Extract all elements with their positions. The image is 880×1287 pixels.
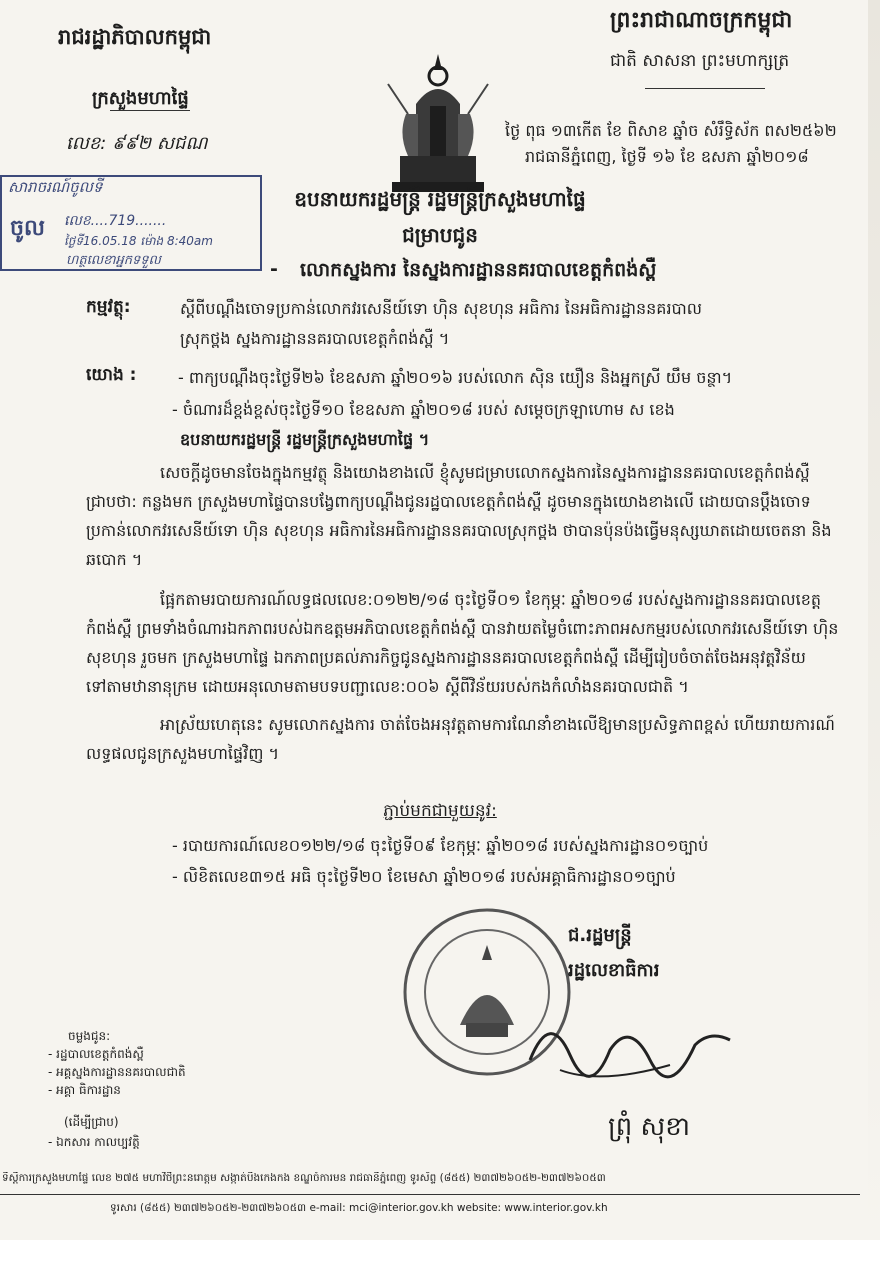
body-paragraph-2: ផ្អែកតាមរបាយការណ៍លទ្ធផលលេខ:០១២២/១៨ ចុះថ្ងៃទី០១ ខែកុម្ភៈ ឆ្នាំ២០១៨ របស់ស្នងការដ្ឋាននគរបាលខេត្តកំពង់ស្ពឺ ព្រមទាំងចំណារឯកភាពរបស់ឯកឧត្តមអភិបាលខេត្តកំពង់ស្ពឺ បានវាយតម្លៃចំពោះភាពអសកម្មរបស់លោកវរសេនីយ៍ទោ ហ៊ិន សុខហុន រួចមក ក្រសួងមហាផ្ទៃ ឯកភាពប្រគល់ភារកិច្ចជូនស្នងការដ្ឋាននគរបាលខេត្តកំពង់ស្ពឺ ដើម្បីរៀបចំចាត់ចែងអនុវត្តវិន័យទៅតាមឋានានុក្រម ដោយអនុលោមតាមបទបញ្ជាលេខ:០០៦ ស្តីពីវិន័យរបស់កងកំលាំងនគរបាលជាតិ ។: [86, 590, 839, 696]
body-paragraph-3: អាស្រ័យហេតុនេះ សូមលោកស្នងការ ចាត់ចែងអនុវត្តតាមការណែនាំខាងលើឱ្យមានប្រសិទ្ធភាពខ្ពស់ ហើយរាយការណ៍លទ្ធផលជូនក្រសួងមហាផ្ទៃវិញ ។: [86, 715, 835, 763]
royal-emblem-icon: [378, 44, 498, 194]
footer-address: ទីស្តីការក្រសួងមហាផ្ទៃ លេខ ២៧៥ មហាវិថីព្រះនរោត្តម សង្កាត់បឹងកេងកង ខណ្ឌចំការមន រាជធានីភ្នំពេញ ទូរស័ព្ទ (៨៥៥) ២៣៧២៦០៥២-២៣៧២៦០៥៣: [2, 1172, 606, 1184]
subject-line-2: ស្រុកថ្ពង ស្នងការដ្ឋាននគរបាលខេត្តកំពង់ស្ពឺ ។: [180, 329, 450, 348]
body-paragraph-1: សេចក្តីដូចមានចែងក្នុងកម្មវត្ថុ និងយោងខាងលើ ខ្ញុំសូមជម្រាបលោកស្នងការនៃស្នងការដ្ឋាននគរបាលខេត្តកំពង់ស្ពឺជ្រាបថា: កន្លងមក ក្រសួងមហាផ្ទៃបានបង្វែពាក្យបណ្តឹងជូនរដ្ឋបាលខេត្តកំពង់ស្ពឺ ដូចមានក្នុងយោងខាងលើ ដោយបានប្តឹងចោទប្រកាន់លោកវរសេនីយ៍ទោ ហ៊ិន សុខហុន អធិការនៃអធិការដ្ឋាននគរបាលស្រុកថ្ពង ថាបានប៉ុនប៉ងធ្វើមនុស្សឃាតដោយចេតនា និងឆបោក ។: [86, 463, 832, 569]
stamp-received-by: ហត្ថលេខាអ្នកទទួល: [66, 253, 161, 268]
footer-divider: [0, 1194, 860, 1195]
recipient-marker: -: [270, 258, 278, 280]
subject-label: កម្មវត្ថុ:: [86, 297, 131, 317]
stamp-title: សារាចរណ៍ចូលទី: [8, 178, 103, 196]
subject-line-1: ស្តីពីបណ្តឹងចោទប្រកាន់លោកវរសេនីយ៍ទោ ហ៊ិន សុខហុន អធិការ នៃអធិការដ្ឋាននគរបាល: [180, 299, 702, 318]
reference-item-2: - ចំណារដ៏ខ្ពង់ខ្ពស់ចុះថ្ងៃទី១០ ខែឧសភា ឆ្នាំ២០១៨ របស់ សម្តេចក្រឡាហោម ស ខេង: [172, 400, 675, 419]
attachment-item-2: - លិខិតលេខ៣១៥ អធិ ចុះថ្ងៃទី២០ ខែមេសា ឆ្នាំ២០១៨ របស់អគ្គាធិការដ្ឋាន០១ច្បាប់: [172, 867, 676, 886]
divider: [110, 110, 190, 111]
recipient: លោកស្នងការ នៃស្នងការដ្ឋាននគរបាលខេត្តកំពង់ស្ពឺ: [300, 259, 657, 281]
reference-item-2-cont: ឧបនាយករដ្ឋមន្ត្រី រដ្ឋមន្ត្រីក្រសួងមហាផ្ទៃ ។: [180, 430, 430, 449]
signatory-title-2: រដ្ឋលេខាធិការ: [568, 960, 660, 981]
attachment-item-1: - របាយការណ៍លេខ០១២២/១៨ ចុះថ្ងៃទី០៩ ខែកុម្ភៈ ឆ្នាំ២០១៨ របស់ស្នងការដ្ឋាន០១ច្បាប់: [172, 836, 709, 855]
footer-contact: ទូរសារ (៨៥៥) ២៣៧២៦០៥២-២៣៧២៦០៥៣ e-mail: mci@interior.gov.kh website: www.interior.gov.kh: [110, 1202, 608, 1214]
government-name: រាជរដ្ឋាភិបាលកម្ពុជា: [58, 25, 212, 49]
reference-item-1: - ពាក្យបណ្តឹងចុះថ្ងៃទី២៦ ខែឧសភា ឆ្នាំ២០១៦ របស់លោក ស៊ិន យឿន និងអ្នកស្រី យឹម ចន្ថា។: [178, 368, 733, 387]
scan-edge: [868, 0, 880, 1240]
reference-label: យោង :: [86, 365, 137, 385]
cc-file: - ឯកសារ កាលប្បវត្តិ: [48, 1135, 140, 1149]
attachments-heading: ភ្ជាប់មកជាមួយនូវ:: [383, 801, 497, 821]
cc-heading: ចម្លងជូន:: [68, 1029, 111, 1043]
cc-item: - អគ្គា ធិការដ្ឋាន: [48, 1083, 121, 1097]
solar-date: រាជធានីភ្នំពេញ, ថ្ងៃទី ១៦ ខែ ឧសភា ឆ្នាំ២០១៨: [525, 147, 809, 166]
handwritten-signature-icon: [520, 1000, 740, 1090]
scan-margin: [0, 1240, 880, 1287]
divider: [645, 88, 765, 89]
cc-note: (ដើម្បីជ្រាប): [64, 1115, 119, 1129]
stamp-in-label: ចូល: [10, 216, 45, 241]
lunar-date: ថ្ងៃ ពុធ ១៣កើត ខែ ពិសាខ ឆ្នាំច សំរឹទ្ធិស័ក ពស២៥៦២: [505, 121, 837, 140]
stamp-datetime: ថ្ងៃទី16.05.18 ម៉ោង 8:40am: [64, 234, 213, 248]
cc-item: - អគ្គស្នងការដ្ឋាននគរបាលជាតិ: [48, 1065, 186, 1079]
stamp-number: លេខ....719.......: [64, 213, 167, 229]
ministry-name: ក្រសួងមហាផ្ទៃ: [92, 88, 189, 109]
signer-name: ព្រុំ សុខា: [608, 1112, 691, 1142]
respectfully-to: ជម្រាបជូន: [402, 223, 478, 247]
document-number: លេខ: ៩៩២ សជណ: [66, 133, 208, 154]
national-motto: ជាតិ សាសនា ព្រះមហាក្សត្រ: [610, 51, 790, 71]
kingdom-title: ព្រះរាជាណាចក្រកម្ពុជា: [610, 8, 793, 33]
sender-title: ឧបនាយករដ្ឋមន្ត្រី រដ្ឋមន្ត្រីក្រសួងមហាផ្ទៃ: [294, 187, 586, 211]
signatory-title-1: ជ.រដ្ឋមន្ត្រី: [568, 925, 632, 946]
cc-item: - រដ្ឋបាលខេត្តកំពង់ស្ពឺ: [48, 1047, 144, 1061]
